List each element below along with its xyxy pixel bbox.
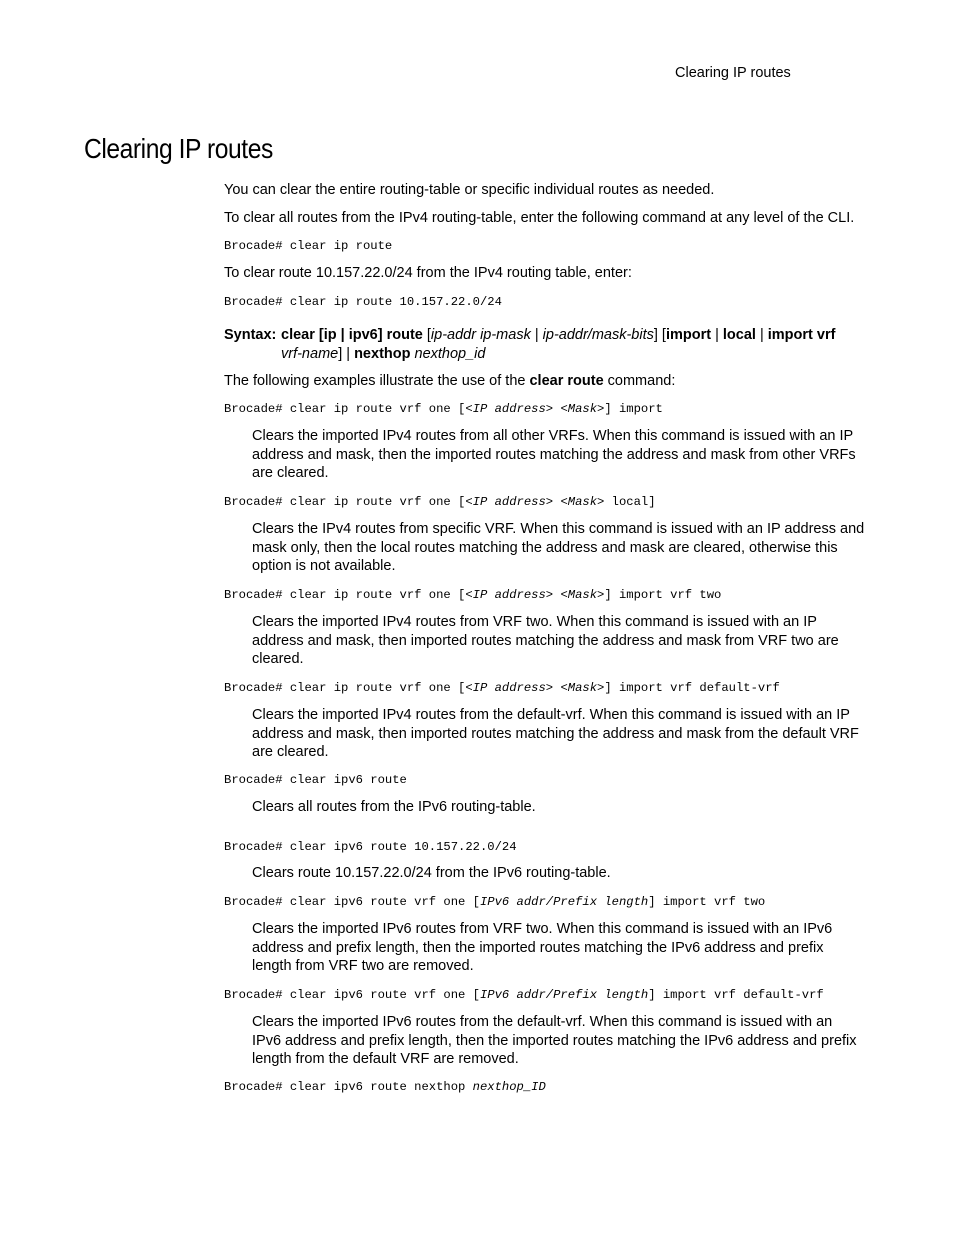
code-arg: <IP address> [465, 588, 554, 602]
code-arg: <Mask> [560, 588, 605, 602]
desc-line: address and mask, then imported routes matching the address and mask from VRF two are [252, 632, 839, 649]
desc-line: option is not available. [252, 558, 396, 575]
desc-line: address and prefix length, then the imported routes matching the IPv6 address and prefix [252, 939, 824, 956]
syntax-line [281, 326, 835, 345]
code-text: Brocade# clear ipv6 route nexthop [224, 1080, 473, 1094]
code-arg: <IP address> [465, 681, 554, 695]
syntax-line [281, 345, 485, 364]
syntax-arg: ip-addr/mask-bits [542, 327, 654, 343]
desc-line: are cleared. [252, 744, 329, 761]
code-text: Brocade# clear ipv6 route vrf one [ [224, 988, 480, 1002]
syntax-keyword: local [722, 327, 756, 343]
code-text: Brocade# clear ipv6 route vrf one [ [224, 895, 480, 909]
syntax-punct: | [755, 327, 768, 343]
code-text: ] import vrf default-vrf [648, 988, 824, 1002]
desc-line: Clears the imported IPv6 routes from the default-vrf. When this command is issued with an [252, 1014, 833, 1030]
code-arg: <Mask> [560, 681, 605, 695]
example-description [252, 706, 872, 762]
code-arg: IPv6 addr/Prefix length [479, 895, 649, 909]
desc-line: mask only, then the local routes matching the address and mask are cleared, otherwise this [252, 539, 838, 556]
example-description [252, 1013, 872, 1069]
syntax-keyword: import vrf [767, 327, 836, 343]
desc-line: are cleared. [252, 465, 329, 482]
syntax-keyword: nexthop [354, 345, 411, 362]
running-header: Clearing IP routes [675, 65, 791, 81]
desc-line: length from the default VRF are removed. [252, 1051, 519, 1068]
page-title: Clearing IP routes [84, 133, 273, 164]
syntax-punct: ] [ [653, 327, 666, 343]
code-line: Brocade# clear ip route [224, 239, 393, 253]
syntax-punct: | [711, 327, 723, 343]
syntax-punct: ] | [338, 345, 355, 362]
text-run: The following examples illustrate the use of the [224, 373, 530, 389]
syntax-arg: nexthop_id [414, 345, 486, 362]
code-arg: IPv6 addr/Prefix length [479, 988, 649, 1002]
code-line: Brocade# clear ip route 10.157.22.0/24 [224, 295, 502, 309]
desc-line: address and mask, then imported routes matching the address and mask from the default VRF [252, 725, 859, 742]
desc-line: Clears the imported IPv6 routes from VRF two. When this command is issued with an IPv6 [252, 921, 833, 937]
example-description [252, 920, 872, 976]
syntax-keyword: import [665, 327, 712, 343]
desc-line: Clears the imported IPv4 routes from all other VRFs. When this command is issued with an IP [252, 428, 854, 444]
example-description [252, 520, 872, 576]
intro-paragraph: To clear all routes from the IPv4 routing-table, enter the following command at any level of the CLI. [224, 210, 855, 226]
body-paragraph: To clear route 10.157.22.0/24 from the IPv4 routing table, enter: [224, 265, 632, 281]
code-line [224, 1078, 546, 1097]
example-description [252, 613, 872, 669]
code-line [224, 586, 721, 605]
code-line [224, 400, 663, 419]
code-line [224, 679, 780, 698]
text-run: command: [603, 373, 676, 389]
syntax-arg: ip-addr ip-mask [430, 327, 531, 343]
code-arg: nexthop_ID [472, 1080, 546, 1094]
syntax-arg: vrf-name [281, 345, 339, 362]
code-text: Brocade# clear ip route vrf one [ [224, 495, 466, 509]
code-line [224, 893, 765, 912]
syntax-command: clear [ip | ipv6] route [281, 327, 423, 343]
syntax-punct: | [530, 327, 543, 343]
desc-line: Clears the imported IPv4 routes from VRF two. When this command is issued with an IP [252, 614, 817, 630]
desc-line: Clears the IPv4 routes from specific VRF. When this command is issued with an IP address and [252, 521, 865, 537]
code-text: ] import vrf two [648, 895, 766, 909]
code-arg: <Mask> [560, 495, 605, 509]
code-text: ] import vrf default-vrf [604, 681, 780, 695]
code-line [224, 493, 656, 512]
desc-line: Clears all routes from the IPv6 routing-table. [252, 799, 536, 815]
desc-line: Clears the imported IPv4 routes from the default-vrf. When this command is issued with an IP [252, 707, 850, 723]
desc-line: address and mask, then the imported routes matching the address and mask from other VRFs [252, 446, 856, 463]
code-line: Brocade# clear ipv6 route 10.157.22.0/24 [224, 840, 517, 854]
code-text: local] [604, 495, 656, 509]
desc-line: Clears route 10.157.22.0/24 from the IPv6 routing-table. [252, 865, 611, 881]
syntax-punct: [ [422, 327, 431, 343]
code-arg: <Mask> [560, 402, 605, 416]
code-line [224, 986, 824, 1005]
example-description [252, 864, 872, 883]
desc-line: IPv6 address and prefix length, then the imported routes matching the IPv6 address and prefix [252, 1032, 857, 1049]
code-text: Brocade# clear ip route vrf one [ [224, 588, 466, 602]
code-arg: <IP address> [465, 495, 554, 509]
example-description [252, 798, 872, 817]
code-text: Brocade# clear ip route vrf one [ [224, 681, 466, 695]
command-name: clear route [529, 373, 604, 389]
code-arg: <IP address> [465, 402, 554, 416]
code-text: ] import [604, 402, 663, 416]
code-line: Brocade# clear ipv6 route [224, 773, 407, 787]
syntax-label: Syntax: [224, 327, 277, 343]
example-description [252, 427, 872, 483]
desc-line: length from VRF two are removed. [252, 958, 474, 975]
code-text: ] import vrf two [604, 588, 722, 602]
desc-line: cleared. [252, 651, 304, 668]
code-text: Brocade# clear ip route vrf one [ [224, 402, 466, 416]
examples-intro [224, 372, 874, 391]
intro-paragraph: You can clear the entire routing-table or specific individual routes as needed. [224, 182, 715, 198]
